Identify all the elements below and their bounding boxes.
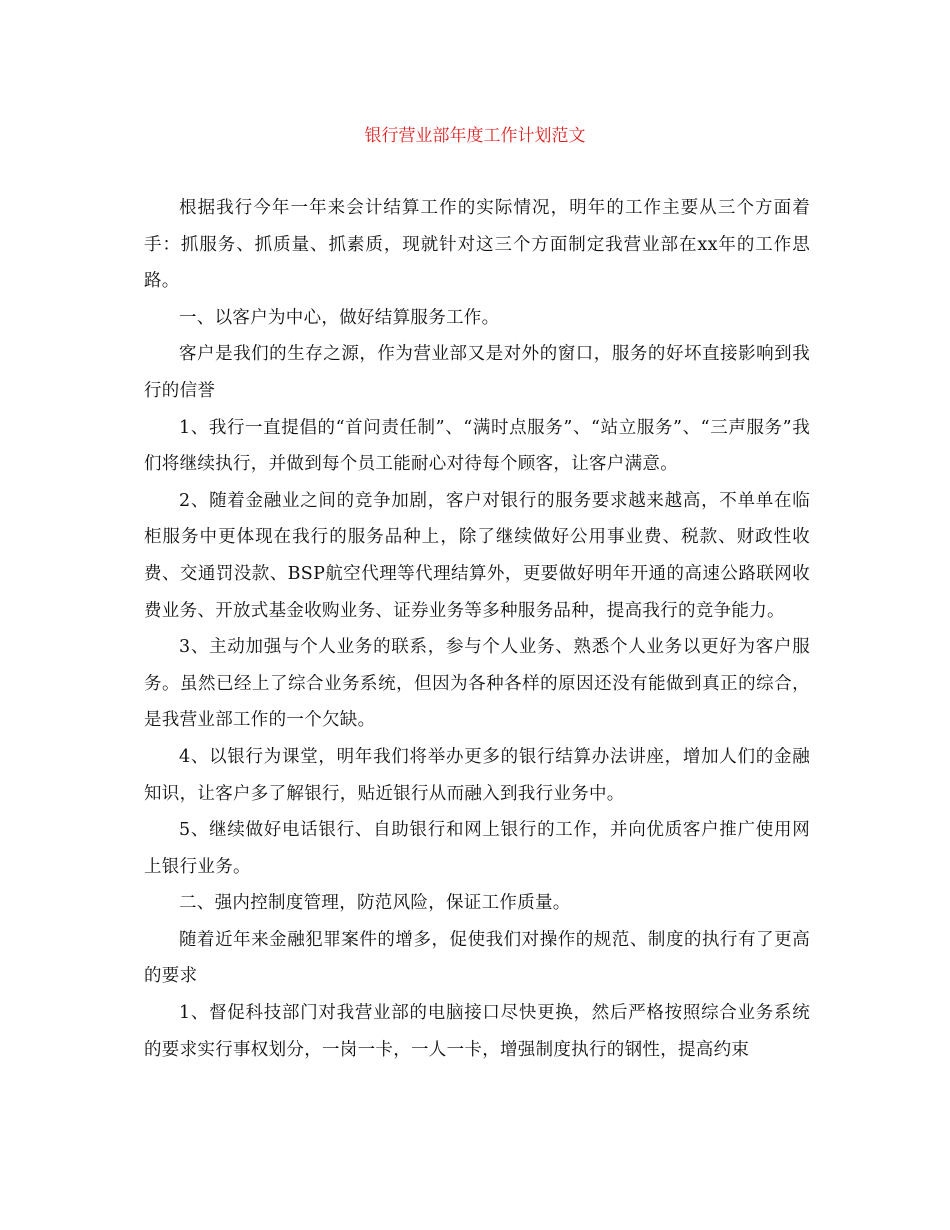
paragraph-item-1-3: 3、主动加强与个人业务的联系，参与个人业务、熟悉个人业务以更好为客户服务。虽然已经上了综合业务系统，但因为各种各样的原因还没有能做到真正的综合，是我营业部工作的一个欠缺。 [144,637,810,731]
paragraph-item-1-1: 1、我行一直提倡的“首问责任制”、“满时点服务”、“站立服务”、“三声服务”我们将继续执行，并做到每个员工能耐心对待每个顾客，让客户满意。 [144,417,810,475]
paragraph-section-1-intro: 客户是我们的生存之源，作为营业部又是对外的窗口，服务的好坏直接影响到我行的信誉 [144,344,810,401]
paragraph-intro: 根据我行今年一年来会计结算工作的实际情况，明年的工作主要从三个方面着手：抓服务、抓质量、抓素质，现就针对这三个方面制定我营业部在xx年的工作思路。 [144,198,810,292]
document-title: 银行营业部年度工作计划范文 [364,126,586,146]
section-heading-1: 一、以客户为中心，做好结算服务工作。 [179,307,500,328]
paragraph-item-1-4: 4、以银行为课堂，明年我们将举办更多的银行结算办法讲座，增加人们的金融知识，让客户多了解银行，贴近银行从而融入到我行业务中。 [144,746,810,804]
paragraph-item-1-5: 5、继续做好电话银行、自助银行和网上银行的工作，并向优质客户推广使用网上银行业务。 [144,820,810,877]
paragraph-item-1-2: 2、随着金融业之间的竞争加剧，客户对银行的服务要求越来越高，不单单在临柜服务中更体现在我行的服务品种上，除了继续做好公用事业费、税款、财政性收费、交通罚没款、BSP航空代理等代理结算外，更要做好明年开通的高速公路联网收费业务、开放式基金收购业务、证券业务等多种服务品种，提高我行的竞争能力。 [144,490,810,621]
paragraph-section-2-intro: 随着近年来金融犯罪案件的增多，促使我们对操作的规范、制度的执行有了更高的要求 [144,929,810,987]
document-body [144,190,810,1068]
section-heading-2: 二、强内控制度管理，防范风险，保证工作质量。 [179,893,571,914]
paragraph-item-2-1: 1、督促科技部门对我营业部的电脑接口尽快更换，然后严格按照综合业务系统的要求实行事权划分，一岗一卡，一人一卡，增强制度执行的钢性，提高约束 [144,1003,810,1060]
